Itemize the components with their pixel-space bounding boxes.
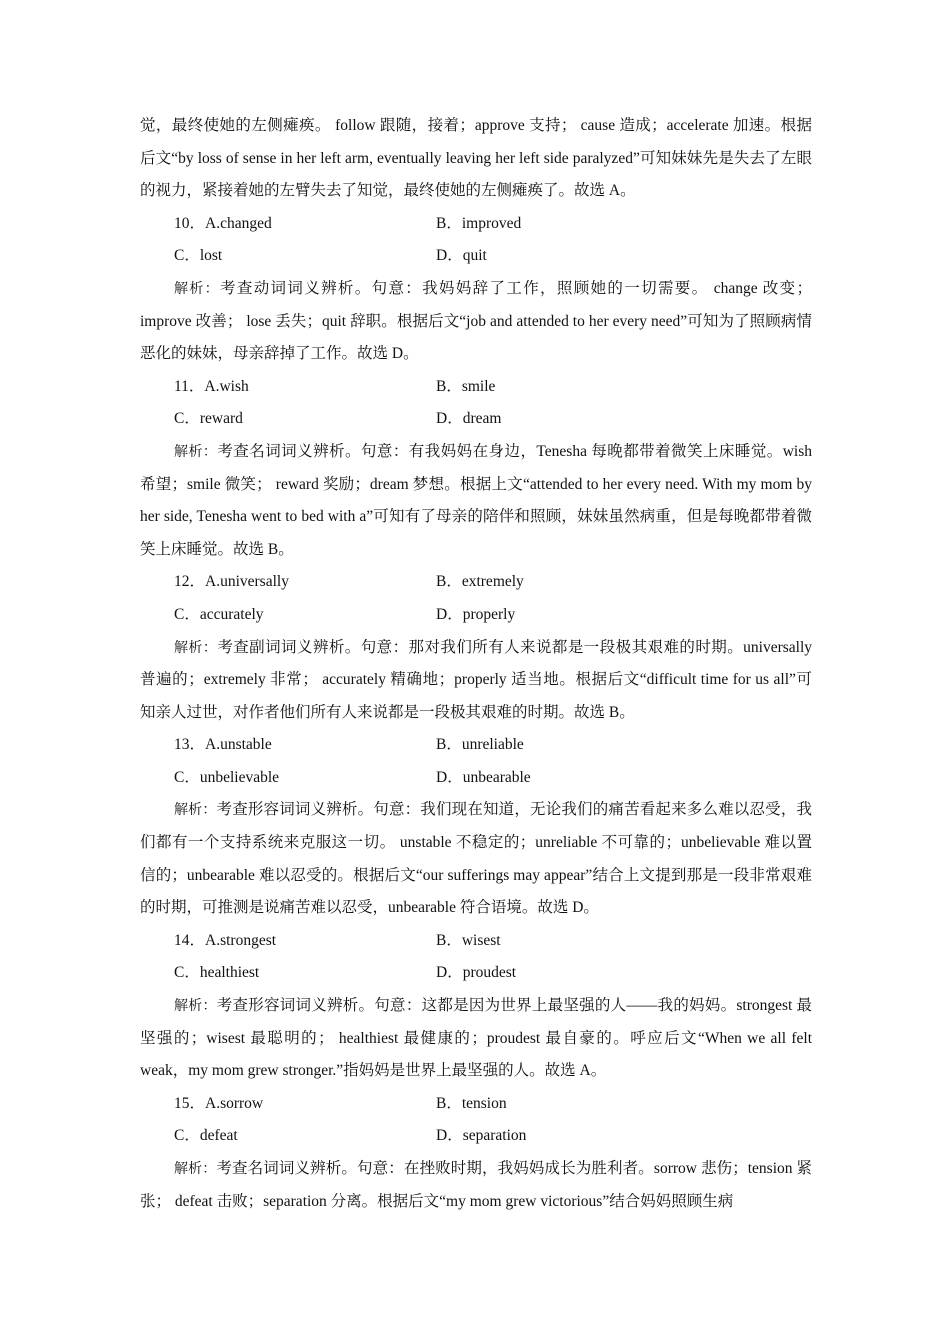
option-b: B．wisest [436,931,501,949]
option-d: D．proudest [436,964,517,982]
question-12 [140,566,812,729]
option-a: 14．A.strongest [174,931,277,949]
explanation-label: 解析： [174,1161,217,1177]
option-c: C．unbelievable [174,768,280,786]
option-d: D．unbearable [436,768,531,786]
options-row [140,566,812,599]
option-a: 10．A.changed [174,214,272,232]
question-14 [140,925,812,1088]
options-row [140,371,812,404]
options-row [140,1088,812,1121]
explanation [140,1153,812,1218]
option-c: C．healthiest [174,964,260,982]
explanation-text: 考查名词词义辨析。句意：在挫败时期，我妈妈成长为胜利者。sorrow 悲伤；tension 紧张； defeat 击败；separation 分离。根据后文“my mom grew victorious”结合妈妈照顾生病 [140,1160,813,1210]
option-d: D．properly [436,605,516,623]
option-b: B．improved [436,214,522,232]
option-d: D．quit [436,247,487,265]
options-row [140,599,812,632]
document-page [140,110,812,1218]
question-10 [140,208,812,371]
explanation [140,990,812,1088]
question-11 [140,371,812,567]
question-13 [140,729,812,925]
option-c: C．lost [174,247,223,265]
option-a: 11．A.wish [174,377,249,395]
explanation-label: 解析： [174,998,217,1015]
explanation [140,794,812,924]
options-row [140,762,812,795]
option-a: 13．A.unstable [174,736,272,754]
explanation-label: 解析： [174,802,217,819]
option-a: 15．A.sorrow [174,1094,264,1112]
explanation [140,273,812,371]
options-row [140,925,812,958]
option-b: B．smile [436,377,496,395]
explanation-text: 考查动词词义辨析。句意：我妈妈辞了工作，照顾她的一切需要。 change 改变；improve 改善； lose 丢失；quit 辞职。根据后文“job and attended to her every need”可知为了照顾病情恶化的妹妹，母亲辞掉了工作。故选 D。 [140,279,812,363]
option-c: C．reward [174,410,243,428]
option-b: B．unreliable [436,736,524,754]
option-d: D．separation [436,1127,527,1145]
option-a: 12．A.universally [174,573,289,591]
options-row [140,208,812,241]
options-row [140,403,812,436]
option-d: D．dream [436,410,502,428]
options-row [140,729,812,762]
option-c: C．defeat [174,1127,238,1145]
explanation-text: 考查副词词义辨析。句意：那对我们所有人来说都是一段极其艰难的时期。universally 普遍的；extremely 非常； accurately 精确地；properly 适当地。根据后文“difficult time for us all”可知亲人过世，对作者他们所有人来说都是一段极其艰难的时期。故选 B。 [140,638,813,721]
explanation-text: 考查形容词词义辨析。句意：这都是因为世界上最坚强的人——我的妈妈。strongest 最坚强的；wisest 最聪明的； healthiest 最健康的；proudest 最自豪的。呼应后文“When we all felt weak，my mom grew stronger.”指妈妈是世界上最坚强的人。故选 A。 [140,997,812,1080]
explanation [140,632,812,730]
explanation [140,436,812,566]
explanation-text: 考查形容词词义辨析。句意：我们现在知道，无论我们的痛苦看起来多么难以忍受，我们都有一个支持系统来克服这一切。 unstable 不稳定的；unreliable 不可靠的；unbelievable 难以置信的；unbearable 难以忍受的。根据后文“our sufferings may appear”结合上文提到那是一段非常艰难的时期，可推测是说痛苦难以忍受，unbearable 符合语境。故选 D。 [140,801,812,917]
options-row [140,957,812,990]
intro-paragraph: 觉，最终使她的左侧瘫痪。 follow 跟随，接着；approve 支持； cause 造成；accelerate 加速。根据后文“by loss of sense in her left arm, eventually leaving her left side paralyzed”可知妹妹先是失去了左眼的视力，紧接着她的左臂失去了知觉，最终使她的左侧瘫痪了。故选 A。 [140,117,812,200]
options-row [140,1120,812,1153]
option-b: B．tension [436,1094,507,1112]
explanation-text: 考查名词词义辨析。句意：有我妈妈在身边，Tenesha 每晚都带着微笑上床睡觉。wish 希望；smile 微笑； reward 奖励；dream 梦想。根据上文“attended to her every need. With my mom by her side, Tenesha went to bed with a”可知有了母亲的陪伴和照顾，妹妹虽然病重，但是每晚都带着微笑上床睡觉。故选 B。 [140,442,812,558]
explanation-label: 解析： [174,280,221,297]
explanation-label: 解析： [174,639,218,656]
options-row [140,240,812,273]
explanation-label: 解析： [174,443,218,460]
question-15 [140,1088,812,1218]
option-c: C．accurately [174,605,264,623]
option-b: B．extremely [436,573,524,591]
